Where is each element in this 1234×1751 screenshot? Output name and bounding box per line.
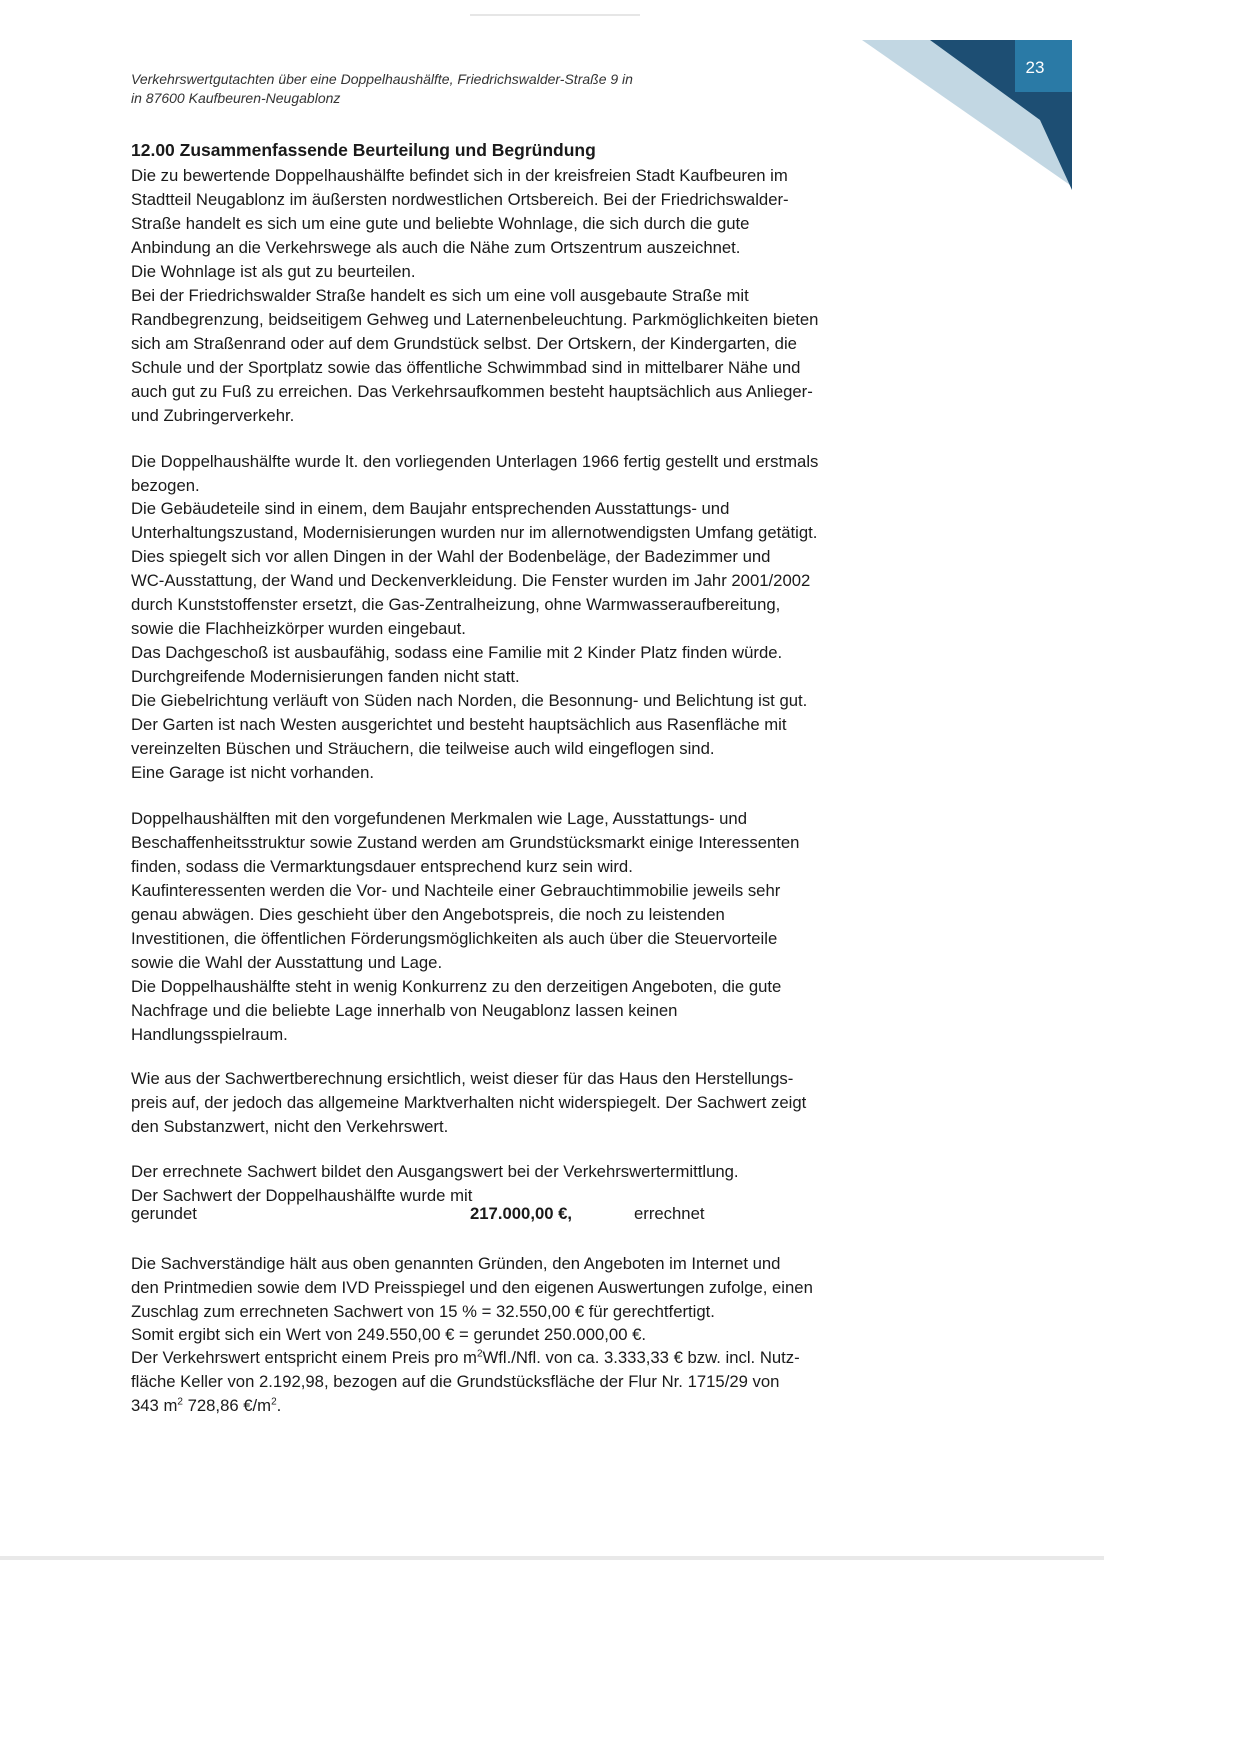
body-line: Handlungsspielraum. — [131, 1025, 288, 1044]
body-line: sowie die Flachheizkörper wurden eingebaut. — [131, 619, 466, 638]
body-line: den Substanzwert, nicht den Verkehrswert. — [131, 1117, 449, 1136]
body-line: und Zubringerverkehr. — [131, 406, 295, 425]
sachwert-summary-row — [131, 1202, 831, 1226]
body-line: Die Sachverständige hält aus oben genannten Gründen, den Angeboten im Internet und — [131, 1254, 781, 1273]
final-line-2: fläche Keller von 2.192,98, bezogen auf die Grundstücksfläche der Flur Nr. 1715/29 von — [131, 1372, 780, 1391]
section-title: 12.00 Zusammenfassende Beurteilung und Begründung — [131, 140, 596, 160]
body-line: den Printmedien sowie dem IVD Preisspiegel und den eigenen Auswertungen zufolge, einen — [131, 1278, 813, 1297]
body-line: Zuschlag zum errechneten Sachwert von 15 % = 32.550,00 € für gerechtfertigt. — [131, 1302, 715, 1321]
body-line: Somit ergibt sich ein Wert von 249.550,00 € = gerundet 250.000,00 €. — [131, 1325, 647, 1344]
header-line-2: in 87600 Kaufbeuren-Neugablonz — [131, 90, 341, 106]
page-number: 23 — [1025, 58, 1045, 77]
body-line: Das Dachgeschoß ist ausbaufähig, sodass eine Familie mit 2 Kinder Platz finden würde. — [131, 643, 783, 662]
body-line: Doppelhaushälften mit den vorgefundenen Merkmalen wie Lage, Ausstattungs- und — [131, 809, 747, 828]
body-line: bezogen. — [131, 476, 200, 495]
body-line: Die Wohnlage ist als gut zu beurteilen. — [131, 262, 416, 281]
body-line: preis auf, der jedoch das allgemeine Marktverhalten nicht widerspiegelt. Der Sachwert zeigt — [131, 1093, 807, 1112]
final-line-1: Der Verkehrswert entspricht einem Preis pro $m^2Wfl$./Nfl. von ca. 3.333,33 € bzw. incl. Nutz- — [131, 1348, 800, 1367]
body-line: Nachfrage und die beliebte Lage innerhalb von Neugablonz lassen keinen — [131, 1001, 678, 1020]
body-line: Kaufinteressenten werden die Vor- und Nachteile einer Gebrauchtimmobilie jeweils sehr — [131, 881, 781, 900]
body-line: Die Doppelhaushälfte steht in wenig Konkurrenz zu den derzeitigen Angeboten, die gute — [131, 977, 782, 996]
body-line: vereinzelten Büschen und Sträuchern, die teilweise auch wild eingeflogen sind. — [131, 739, 715, 758]
body-line: auch gut zu Fuß zu erreichen. Das Verkehrsaufkommen besteht hauptsächlich aus Anlieger- — [131, 382, 813, 401]
body-line: Investitionen, die öffentlichen Förderungsmöglichkeiten als auch über die Steuervorteile — [131, 929, 778, 948]
body-line: durch Kunststoffenster ersetzt, die Gas-Zentralheizung, ohne Warmwasseraufbereitung, — [131, 595, 781, 614]
body-line: Straße handelt es sich um eine gute und beliebte Wohnlage, die sich durch die gute — [131, 214, 750, 233]
final-line-3: 343 $m^2$ 728,86 $€/m^2$. — [131, 1396, 282, 1415]
body-line: Der errechnete Sachwert bildet den Ausgangswert bei der Verkehrswertermittlung. — [131, 1162, 739, 1181]
body-line: Beschaffenheitsstruktur sowie Zustand werden am Grundstücksmarkt einige Interessenten — [131, 833, 800, 852]
body-line: Anbindung an die Verkehrswege als auch die Nähe zum Ortszentrum auszeichnet. — [131, 238, 741, 257]
body-line: Die Doppelhaushälfte wurde lt. den vorliegenden Unterlagen 1966 fertig gestellt und erstmals — [131, 452, 819, 471]
body-line: WC-Ausstattung, der Wand und Deckenverkleidung. Die Fenster wurden im Jahr 2001/2002 — [131, 571, 811, 590]
sachwert-label: gerundet — [131, 1204, 197, 1223]
body-line: Durchgreifende Modernisierungen fanden nicht statt. — [131, 667, 520, 686]
scan-bottom-rule — [0, 1556, 1104, 1560]
body-line: sowie die Wahl der Ausstattung und Lage. — [131, 953, 443, 972]
body-line: Dies spiegelt sich vor allen Dingen in der Wahl der Bodenbeläge, der Badezimmer und — [131, 547, 771, 566]
body-line: finden, sodass die Vermarktungsdauer entsprechend kurz sein wird. — [131, 857, 633, 876]
sachwert-value: 217.000,00 €, — [470, 1204, 573, 1223]
header-line-1: Verkehrswertgutachten über eine Doppelhaushälfte, Friedrichswalder-Straße 9 in — [131, 71, 633, 87]
body-line: Unterhaltungszustand, Modernisierungen wurden nur im allernotwendigsten Umfang getätigt. — [131, 523, 818, 542]
body-line: Der Sachwert der Doppelhaushälfte wurde mit — [131, 1186, 473, 1205]
body-line: Die zu bewertende Doppelhaushälfte befindet sich in der kreisfreien Stadt Kaufbeuren im — [131, 166, 788, 185]
body-line: Der Garten ist nach Westen ausgerichtet und besteht hauptsächlich aus Rasenfläche mit — [131, 715, 787, 734]
body-line: Eine Garage ist nicht vorhanden. — [131, 763, 375, 782]
body-line: Stadtteil Neugablonz im äußersten nordwestlichen Ortsbereich. Bei der Friedrichswalder- — [131, 190, 789, 209]
body-line: Die Gebäudeteile sind in einem, dem Baujahr entsprechenden Ausstattungs- und — [131, 499, 730, 518]
body-line: Wie aus der Sachwertberechnung ersichtlich, weist dieser für das Haus den Herstellungs- — [131, 1069, 794, 1088]
body-line: sich am Straßenrand oder auf dem Grundstück selbst. Der Ortskern, der Kindergarten, die — [131, 334, 797, 353]
body-line: Randbegrenzung, beidseitigem Gehweg und Laternenbeleuchtung. Parkmöglichkeiten bieten — [131, 310, 819, 329]
body-line: Bei der Friedrichswalder Straße handelt es sich um eine voll ausgebaute Straße mit — [131, 286, 749, 305]
body-line: Schule und der Sportplatz sowie das öffentliche Schwimmbad sind in mittelbarer Nähe und — [131, 358, 801, 377]
body-line: genau abwägen. Dies geschieht über den Angebotspreis, die noch zu leistenden — [131, 905, 725, 924]
body-line: Die Giebelrichtung verläuft von Süden nach Norden, die Besonnung- und Belichtung ist gut. — [131, 691, 808, 710]
sachwert-suffix: errechnet — [634, 1204, 705, 1223]
